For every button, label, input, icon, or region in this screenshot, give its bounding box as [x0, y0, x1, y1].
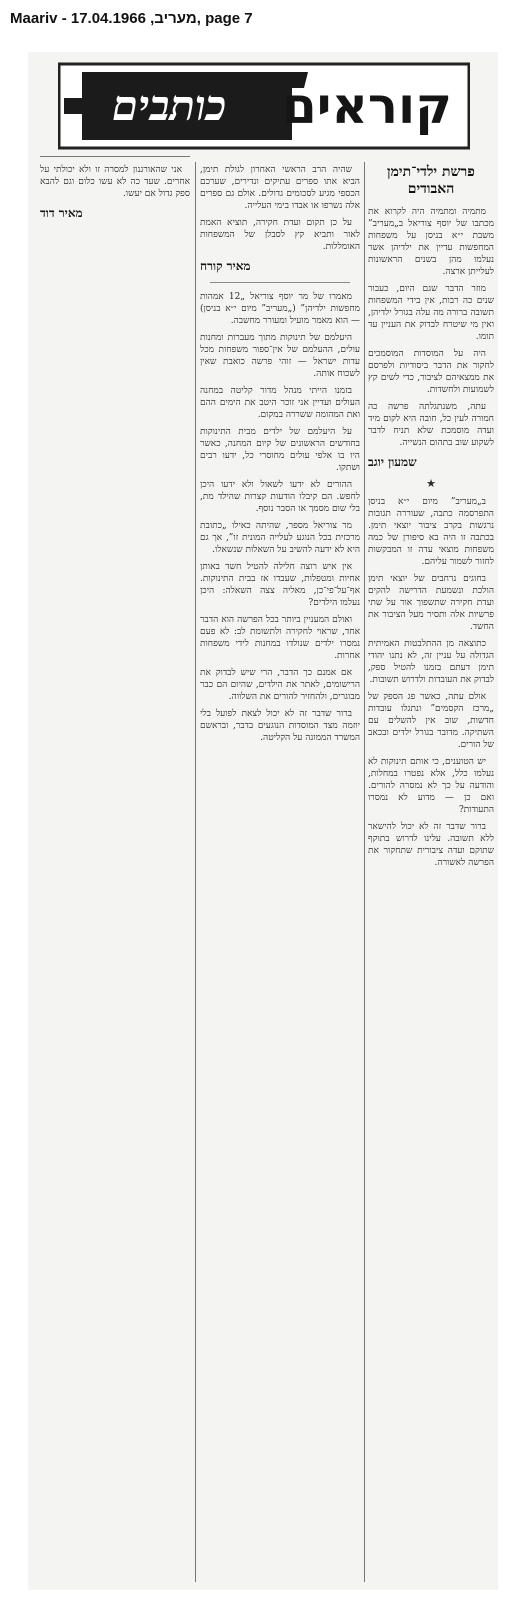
column-divider — [40, 156, 190, 157]
article-paragraph: מתמיה ומתמיה היה לקרוא את מכתבו של יוסף צוריאל ב„מעריב” משבת י״א בניסן על משפחות המחפשות עדיין את ילדיהן אשר נעלמו מהן בשנים הראשונות לעלייתן ארצה. — [368, 207, 494, 277]
article-paragraph: שהיה הרב הראשי האחרון לגולת תימן, הביא אתו ספרים עתיקים ונדירים, שערכם הכספי מגיע לסכומים גדולים. אולם גם ספרים אלה נשרפו או אבדו בימי העלייה. — [200, 165, 360, 211]
column-right — [368, 164, 494, 1584]
article-separator — [210, 282, 350, 283]
article-paragraph: אם אמנם כך הדבר, הרי שיש לבדוק את הרישומים, לאתר את הילדים, שהיום הם כבר מבוגרים, ולהחזיר להורים את השלווה. — [200, 668, 360, 702]
article-paragraph: על היעלמם של ילדים מבית התינוקות בחודשים הראשונים של קיום המחנה, כאשר היו בו אלפי עולים מחוסרי כל, ידעו רבים ושתקו. — [200, 427, 360, 473]
masthead-title-block: קוראים — [281, 77, 452, 135]
article-paragraph: אני שהאורגנון למסרה זו ולא יכולתי על אחרים. שעד כה לא עשו כלום וגם להבא ספק גדול אם יעשו. — [40, 165, 190, 199]
article-paragraph: מאמרו של מר יוסף צוריאל „12 אמהות מחפשות ילדיהן” („מעריב” מיום י״א בניסן) — הוא מאמר מועיל ומעורר מחשבה. — [200, 292, 360, 326]
article-paragraph: מר צוריאל מספר, שהיתה כאילו „כתובת מרכזית בכל הנוגע לעלייה המונית זו”, אך גם היא לא ידעה להשיב על השאלות שנשאלו. — [200, 521, 360, 555]
column-middle — [200, 164, 360, 1584]
article-paragraph: כתוצאה מן ההתלבטות האמיתית הגדולה על עניין זה, לא נתנו יהודי תימן דעתם בזמנו להטיל ספק, לבדוק את העובדות ולדרוש תשובות. — [368, 639, 494, 685]
article-paragraph: מוזר הדבר שגם היום, כעבור שנים כה רבות, אין בידי המשפחות תשובה ברורה מה עלה בגורל ילדיהן, ואין מי שיטרח לבדוק את העניין עד תומו. — [368, 284, 494, 342]
article-paragraph: יש הטוענים, כי אותם תינוקות לא נעלמו כלל, אלא נפטרו במחלות, והודעה על כך לא נמסרה להורים. ואם כן — מדוע לא נמסרו התעודות? — [368, 757, 494, 815]
article-paragraph: ברור שדבר זה לא יכול להישאר ללא תשובה. עלינו לדרוש בתוקף שתוקם ועדה ציבורית שתחקור את הפרשה לאשורה. — [368, 822, 494, 868]
article-paragraph: בחוגים נרחבים של יוצאי תימן הולכת ונשמעת הדרישה להקים ועדת חקירה שתשפוך אור על שתי פרשיות אלה ותסיר מעל הציבור את החשד. — [368, 574, 494, 632]
article-paragraph: בזמנו הייתי מנהל מדור קליטה במחנה העולים ועדיין אני זוכר היטב את הימים ההם ואת המהומה ששררה במקום. — [200, 386, 360, 420]
article-paragraph: על כן תקום ועדת חקירה, תוציא האמת לאור ותביא קץ לסבלן של המשפחות האומללות. — [200, 218, 360, 252]
page-caption: Maariv - מעריב, 17.04.1966, page 7 — [10, 10, 253, 27]
article-paragraph: ב„מעריב” מיום י״א בניסן התפרסמה כתבה, שעוררה תגובות נרגשות בקרב ציבור יוצאי תימן. בכתבה זו היה בא סיפורן של כמה משפחות מוצאי עדה זו המבקשות לחזור לשמור עליהם. — [368, 497, 494, 567]
article-paragraph: היעלמם של תינוקות מתוך מעברות ומחנות עולים, ההעלמם של אין־ספור משפחות מכל עדות ישראל — זוהי פרשה כואבת שאין לשכוח אותה. — [200, 333, 360, 379]
column-divider — [364, 162, 365, 1582]
separator-star: ★ — [426, 477, 436, 490]
masthead — [58, 58, 470, 154]
article-paragraph: עתה, משנתגלתה פרשה כה חמורה לעין כל, חובה היא לקום מיד ועדה מוסמכת שלא תניח לדבר לשקוע שוב בתהום הנשייה. — [368, 402, 494, 448]
column-divider — [195, 162, 196, 1582]
author-signature: מאיר דוד — [40, 206, 83, 220]
author-signature: שמעון יוגב — [368, 455, 417, 469]
article-paragraph: ההורים לא ידעו לשאול ולא ידעו היכן לחפש. הם קיבלו הודעות קצרות שהילד מת, בלי שום מסמך או הסבר נוסף. — [200, 480, 360, 514]
column-left — [40, 164, 190, 224]
newspaper-clipping — [28, 52, 498, 1590]
article-paragraph: ברור שדבר זה לא יכול לצאת לפועל בלי יוזמה מצד המוסדות הנוגעים בדבר, ובראשם המשרד הממונה על הקליטה. — [200, 709, 360, 743]
article-headline: פרשת ילדי־תימן האבודים — [387, 164, 475, 197]
author-signature: מאיר קורח — [200, 259, 251, 273]
article-paragraph: אין איש רוצה חלילה להטיל חשד באותן אחיות ומטפלות, שעבדו אז בבית התינוקות. אף־על־פי־כן, מאליה צצה השאלה: היכן נעלמו הילדים? — [200, 562, 360, 608]
article-paragraph: היה על המוסדות המוסמכים לחקור את הדבר ביסודיות ולפרסם את ממצאיהם לציבור, כדי לשים קץ לשמועות ולחשדות. — [368, 349, 494, 395]
article-paragraph: אולם עתה, כאשר פג הספק של „מרכז הקסמים” ונתגלו עובדות חדשות, שוב אין להשלים עם השתיקה. מדובר בגורל ילדים ובכאב של הורים. — [368, 692, 494, 750]
masthead-title-script: כותבים — [112, 81, 227, 130]
article-paragraph: ואולם המעניין ביותר בכל הפרשה הוא הדבר אחד, שראוי לחקירה ולתשומת לב: לא פעם נמסרו ילדים שנולדו במחנות לידי משפחות אחרות. — [200, 615, 360, 661]
